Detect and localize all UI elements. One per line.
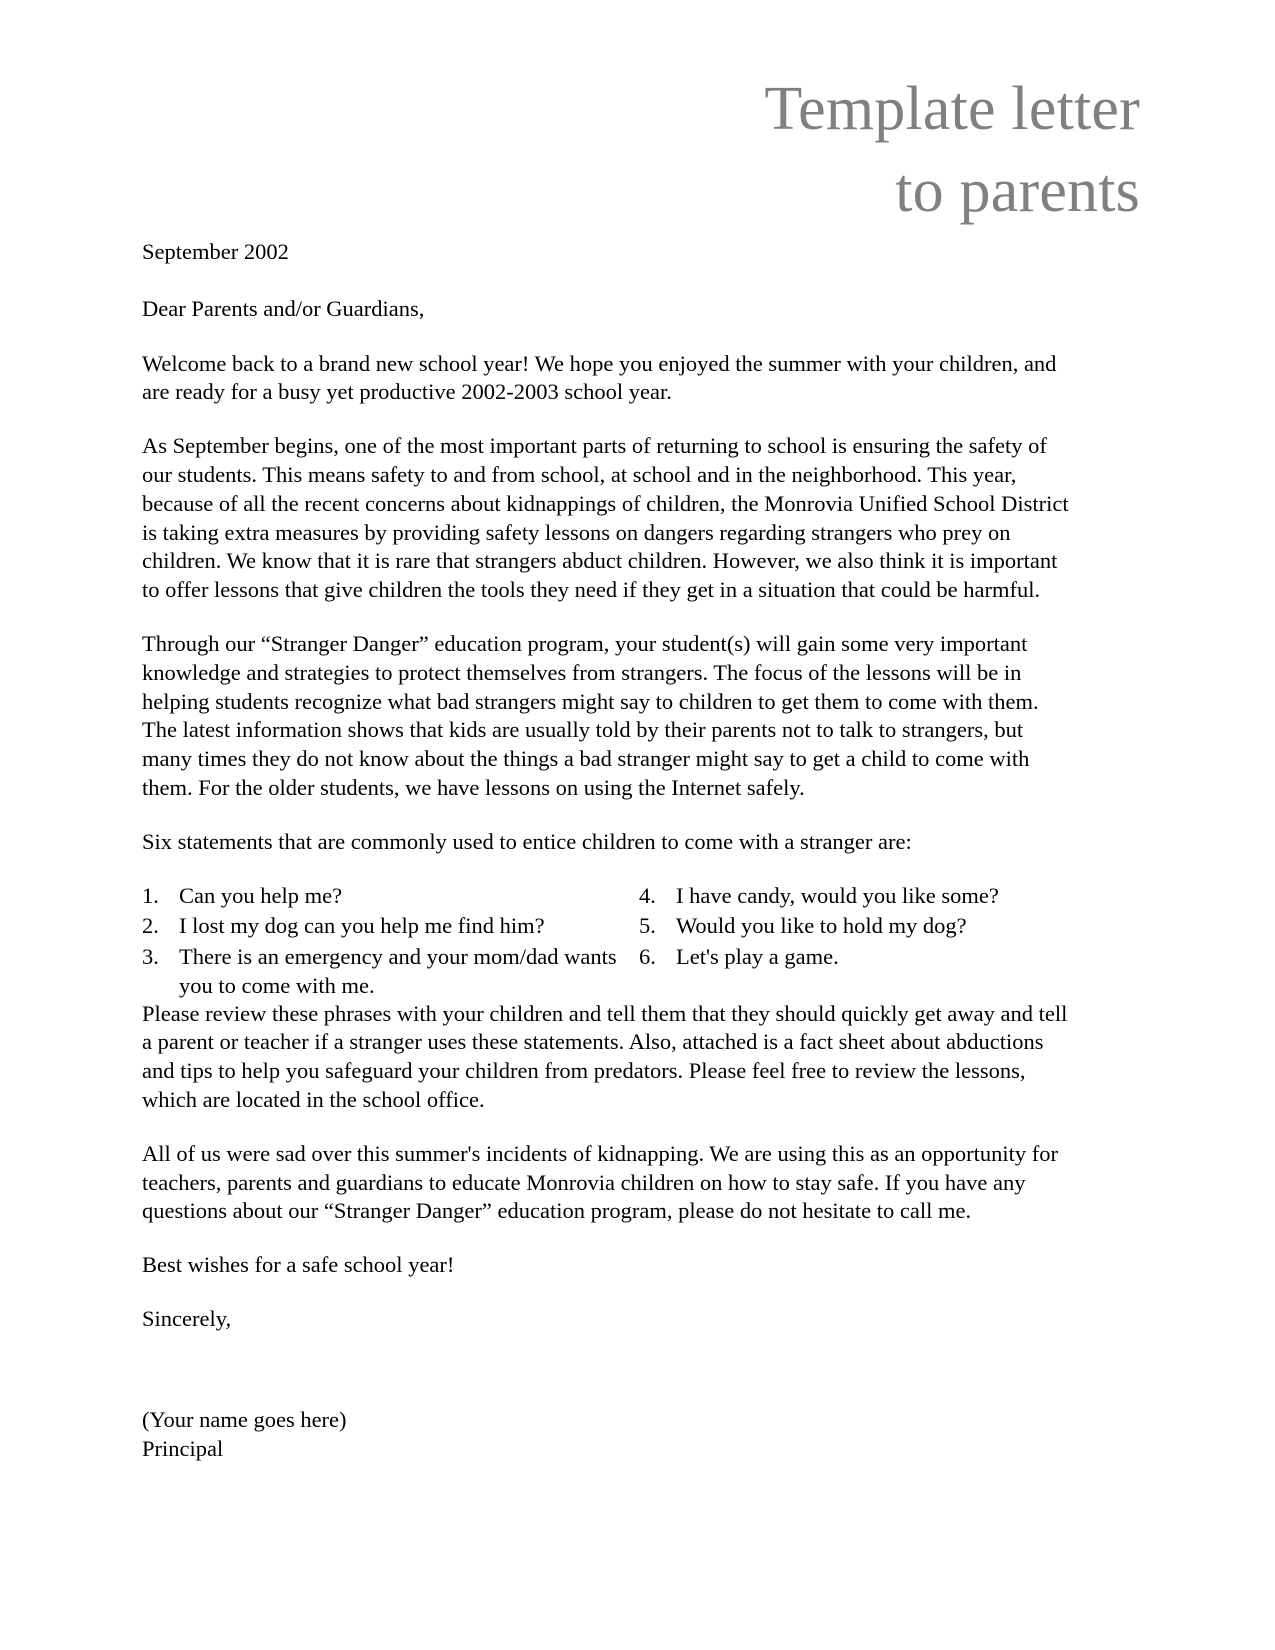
- page-title-line-2: to parents: [895, 157, 1140, 226]
- signature-name: (Your name goes here): [142, 1406, 347, 1432]
- list-item-number: 1.: [142, 882, 159, 908]
- list-item: [639, 912, 1069, 941]
- list-item-label: I lost my dog can you help me find him?: [179, 913, 545, 939]
- list-item-number: 6.: [639, 944, 656, 970]
- signature-block: [142, 1406, 1070, 1464]
- list-item: [142, 882, 622, 911]
- letter-date: September 2002: [142, 239, 289, 264]
- paragraph-safety: As September begins, one of the most important parts of returning to school is ensuring the safety of our students. This means safety to and from school, at school and in the neighborhood. This year, because of all the recent concerns about kidnappings of children, the Monrovia Unified School District is taking extra measures by providing safety lessons on dangers regarding strangers who prey on children. We know that it is rare that strangers abduct children. However, we also think it is important to offer lessons that give children the tools they need if they get in a situation that could be harmful.: [142, 433, 1069, 603]
- list-item-label: There is an emergency and your mom/dad wants you to come with me.: [179, 944, 617, 998]
- list-item-label: Can you help me?: [179, 882, 343, 908]
- list-intro: Six statements that are commonly used to entice children to come with a stranger are:: [142, 828, 912, 854]
- signature-role: Principal: [142, 1435, 224, 1461]
- list-item-number: 4.: [639, 882, 656, 908]
- paragraph-welcome: Welcome back to a brand new school year! We hope you enjoyed the summer with your children, and are ready for a busy yet productive 2002-2003 school year.: [142, 350, 1057, 405]
- list-item-label: I have candy, would you like some?: [676, 882, 999, 908]
- closing-line: Sincerely,: [142, 1305, 232, 1331]
- letter-body: [142, 238, 1070, 1463]
- list-item-label: Let's play a game.: [676, 944, 839, 970]
- paragraph-please-review: Please review these phrases with your children and tell them that they should quickly get away and tell a parent or teacher if a stranger uses these statements. Also, attached is a fact sheet about abductions and tips to help you safeguard your children from predators. Please feel free to review the lessons, which are located in the school office.: [142, 1000, 1068, 1112]
- list-item-number: 2.: [142, 913, 159, 939]
- list-item: [142, 943, 622, 1001]
- page-title-line-1: Template letter: [764, 75, 1140, 143]
- list-item-number: 3.: [142, 944, 159, 970]
- list-item: [639, 882, 1069, 911]
- paragraph-all-of-us: All of us were sad over this summer's incidents of kidnapping. We are using this as an opportunity for teachers, parents and guardians to educate Monrovia children on how to stay safe. If you have any questions about our “Stranger Danger” education program, please do not hesitate to call me.: [142, 1140, 1059, 1224]
- list-item-label: Would you like to hold my dog?: [676, 913, 967, 939]
- list-item-number: 5.: [639, 913, 656, 939]
- best-wishes-line: Best wishes for a safe school year!: [142, 1252, 455, 1278]
- list-item: [639, 943, 1069, 972]
- letter-salutation: Dear Parents and/or Guardians,: [142, 295, 425, 321]
- statements-list-column-left: [142, 882, 622, 1003]
- paragraph-stranger-danger: Through our “Stranger Danger” education program, your student(s) will gain some very important knowledge and strategies to protect themselves from strangers. The focus of the lessons will be in helping students recognize what bad strangers might say to children to get them to come with them. The latest information shows that kids are usually told by their parents not to talk to strangers, but many times they do not know about the things a bad stranger might say to get a child to come with them. For the older students, we have lessons on using the Internet safely.: [142, 630, 1039, 800]
- page-title: [300, 68, 1140, 233]
- statements-list: [142, 882, 1070, 998]
- list-item: [142, 912, 622, 941]
- statements-list-column-right: [639, 882, 1069, 974]
